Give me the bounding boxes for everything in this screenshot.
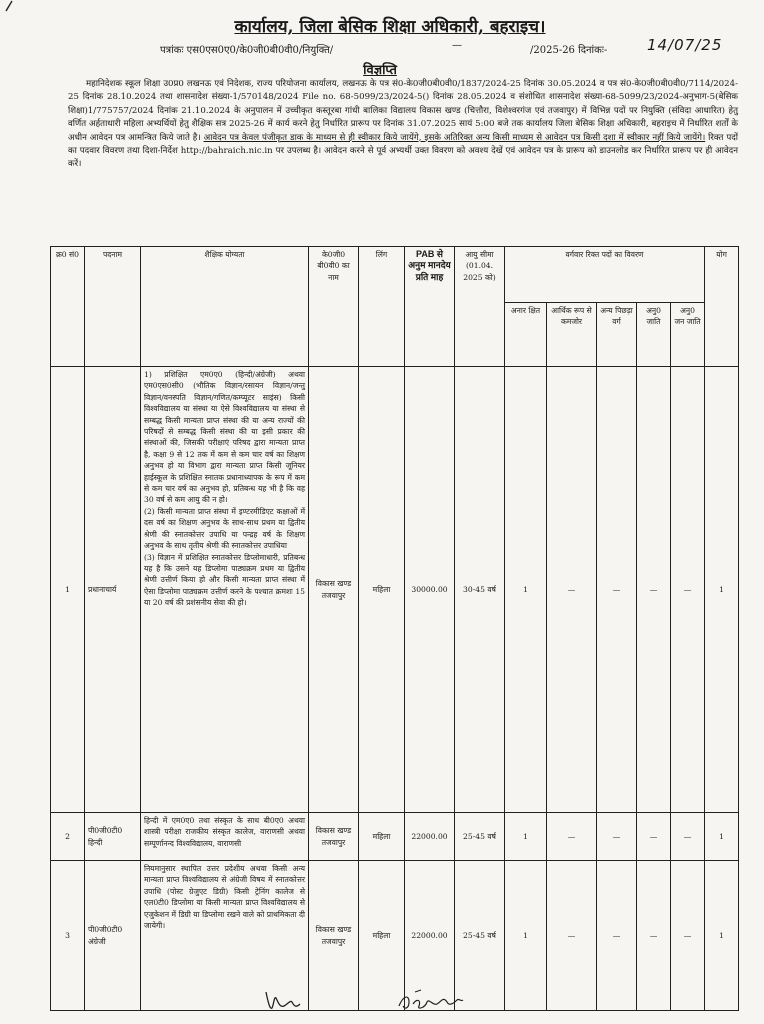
cell-kgbv: विकास खण्ड तजवापुर [309,813,359,861]
cell-cat-sc: — [637,861,671,1011]
corner-pen-mark [4,0,14,12]
cell-cat-ews: — [547,861,597,1011]
cell-cat-obc: — [597,861,637,1011]
cell-cat-general: 1 [505,813,547,861]
header-sno: क्र0 सं0 [51,247,85,367]
header-cat-obc: अन्य पिछड़ा वर्ग [597,303,637,367]
header-post: पदनाम [85,247,141,367]
vacancy-table [50,246,739,1011]
reference-number: पत्रांकः एस0एस0ए0/के0जी0बी0वी0/नियुक्ति/ [160,45,334,56]
signature-mark-right [395,988,465,1014]
handwritten-date: 14/07/25 [647,36,723,54]
cell-post: प्रधानाचार्य [85,367,141,813]
cell-age: 25-45 वर्ष [455,813,505,861]
header-cat-ews: आर्थिक रूप से कमजोर [547,303,597,367]
header-category-group: वर्गवार रिक्त पदों का विवरण [505,247,705,303]
qualification-clause: (3) विज्ञान में प्रशिक्षित स्नातकोत्तर डिप्लोमाधारी, प्रतिबन्ध यह है कि उसने यह डिप्लोमा पाठ्यक्रम प्रथम या द्वितीय श्रेणी उत्तीर्ण किया हो और किसी मान्यता प्राप्त संस्था में ऐसा डिप्लोमा पाठ्यक्रम उत्तीर्ण करने के पश्चात क्रमशः 15 या 20 वर्ष की प्रशंसनीय सेवा की हो। [144,552,305,608]
notice-title: विज्ञप्ति [363,63,397,78]
header-pab: PAB से अनुम मानदेय प्रति माह [405,247,455,367]
qualification-clause: (2) किसी मान्यता प्राप्त संस्था में इण्टरमीडिएट कक्षाओं में दस वर्ष का शिक्षण अनुभव के साथ-साथ प्रथम या द्वितीय श्रेणी की स्नातकोत्तर उपाधि या पन्द्रह वर्ष के शिक्षण अनुभव के साथ तृतीय श्रेणी की स्नातकोत्तर उपाधिया [144,506,305,551]
table-row [51,813,739,861]
qualification-clause: हिन्दी में एम0ए0 तथा संस्कृत के साथ बी0ए0 अथवा शास्त्री परीक्षा राजकीय संस्कृत कालेज, वाराणसी अथवा सम्पूर्णानन्द विश्वविद्यालय, वाराणसी [144,816,305,848]
cell-cat-sc: — [637,367,671,813]
cell-cat-ews: — [547,367,597,813]
reference-dash: — [452,40,462,51]
reference-date-label: /2025-26 दिनांकः- [530,45,608,56]
header-qualification: शैक्षिक योग्यता [141,247,309,367]
cell-cat-obc: — [597,367,637,813]
header-total: योग [705,247,739,367]
cell-qualification [141,813,309,861]
cell-total: 1 [705,367,739,813]
header-cat-sc: अनु0 जाति [637,303,671,367]
header-kgbv: के0जी0 बी0वी0 का नाम [309,247,359,367]
cell-cat-sc: — [637,813,671,861]
cell-age: 25-45 वर्ष [455,861,505,1011]
cell-pab: 30000.00 [405,367,455,813]
notice-paragraph-text: महानिदेशक स्कूल शिक्षा उ0प्र0 लखनऊ एवं निदेशक, राज्य परियोजना कार्यालय, लखनऊ के पत्र सं0-के0जी0बी0वी0/1837/2024-25 दिनांक 30.05.2024 व पत्र सं0-के0जी0बी0वी0/7114/2024-25 दिनांक 28.10.2024 तथा शासनादेश संख्या-1/570148/2024 File no. 68-5099/23/2024-5() दिनांक 28.05.2024 व संशोधित शासनादेश संख्या-68-5099/23/2024-अनुभाग-5(बेसिक शिक्षा)1/775757/2024 दिनांक 21.10.2024 के अनुपालन में उच्चीकृत कस्तूरबा गांधी बालिका विद्यालय विकास खण्ड (चित्तौरा, विशेश्वरगंज एवं तजवापुर) में विभिन्न पदों पर नियुक्ति (संविदा आधारित) हेतु वर्णित अर्हताधारी महिला अभ्यर्थियों हेतु शैक्षिक सत्र 2025-26 में कार्य करने हेतु निर्धारित प्रारूप पर दिनांक 31.07.2025 सायं 5:00 बजे तक कार्यालय जिला बेसिक शिक्षा अधिकारी, बहराइच में निर्धारित शर्तों के अधीन आवेदन पत्र आमन्त्रित किये जाते है। [68,79,738,143]
cell-pab: 22000.00 [405,861,455,1011]
table-row [51,367,739,813]
cell-qualification [141,367,309,813]
cell-kgbv: विकास खण्ड तजवापुर [309,367,359,813]
notice-paragraph [68,78,738,172]
cell-pab: 22000.00 [405,813,455,861]
header-age: आयु सीमा (01.04. 2025 को) [455,247,505,367]
cell-cat-general: 1 [505,367,547,813]
cell-cat-st: — [671,861,705,1011]
notice-underlined-text: आवेदन पत्र केवल पंजीकृत डाक के माध्यम से ही स्वीकार किये जायेंगे, इसके अतिरिक्त अन्य किसी माध्यम से आवेदन पत्र किसी दशा में स्वीकार नहीं किये जायेंगे। [203,132,706,143]
header-cat-st: अनु0 जन जाति [671,303,705,367]
qualification-clause: 1) प्रशिक्षित एम0ए0 (हिन्दी/अंग्रेजी) अथवा एम0एस0सी0 (भौतिक विज्ञान/रसायन विज्ञान/जन्तु विज्ञान/वनस्पति विज्ञान/गणित/कम्प्यूटर साइंस) किसी विश्वविद्यालय या संस्था या ऐसे विश्वविद्यालय या संस्था से सम्बद्ध किसी मान्यता प्राप्त संस्था की या अन्य राज्यों की परिषदों से सम्बद्ध किसी संस्था की या इसी प्रकार की संस्थाओं की, जिसकी परीक्षाएं परिषद द्वारा मान्यता प्राप्त है, कक्षा 9 से 12 तक में कम से कम चार वर्ष का शिक्षण अनुभव हो या विभाग द्वारा मान्यता प्राप्त किसी जूनियर हाईस्कूल के प्रशिक्षित स्नातक प्रधानाध्यापक के रूप में कम से कम चार वर्ष का अनुभव हो, प्रतिबन्ध यह भी है कि वह 30 वर्ष से कम आयु की न हो। [144,370,305,505]
cell-cat-st: — [671,367,705,813]
office-title: कार्यालय, जिला बेसिक शिक्षा अधिकारी, बहराइच। [234,17,546,37]
cell-sno: 2 [51,813,85,861]
header-cat-general: अनार क्षित [505,303,547,367]
header-gender: लिंग [359,247,405,367]
cell-post: पी0जी0टी0 अंग्रेजी [85,861,141,1011]
cell-cat-general: 1 [505,861,547,1011]
signature-mark-left [262,986,302,1016]
cell-sno: 3 [51,861,85,1011]
reference-line [160,36,760,56]
cell-cat-ews: — [547,813,597,861]
cell-cat-st: — [671,813,705,861]
cell-sno: 1 [51,367,85,813]
table-header-row [51,247,739,303]
cell-age: 30-45 वर्ष [455,367,505,813]
cell-gender: महिला [359,861,405,1011]
cell-total: 1 [705,813,739,861]
cell-gender: महिला [359,367,405,813]
cell-gender: महिला [359,813,405,861]
notice-body [68,78,738,172]
cell-kgbv: विकास खण्ड तजवापुर [309,861,359,1011]
cell-total: 1 [705,861,739,1011]
notice-website-text: रिक्त पदों का पदवार विवरण तथा दिशा-निर्देश http://bahraich.nic.in पर उपलब्ध है। आवेदन करने से पूर्व अभ्यर्थी उक्त विवरण को अवश्य देखें एवं आवेदन पत्र के प्रारूप को डाउनलोड कर निर्धारित प्रारूप पर ही आवेदन करें। [68,132,738,170]
cell-cat-obc: — [597,813,637,861]
cell-post: पी0जी0टी0 हिन्दी [85,813,141,861]
qualification-clause: नियमानुसार स्थापित उत्तर प्रदेशीय अथवा किसी अन्य मान्यता प्राप्त विश्वविद्यालय से अंग्रेजी विषय में स्नातकोत्तर उपाधि (पोस्ट ग्रेजुएट डिग्री) किसी ट्रेनिंग कालेज से एल0टी0 डिप्लोमा या किसी मान्यता प्राप्त विश्वविद्यालय से एजुकेशन में डिग्री या डिप्लोमा रखने वाले को प्राथमिकता दी जायेगी। [144,864,305,931]
